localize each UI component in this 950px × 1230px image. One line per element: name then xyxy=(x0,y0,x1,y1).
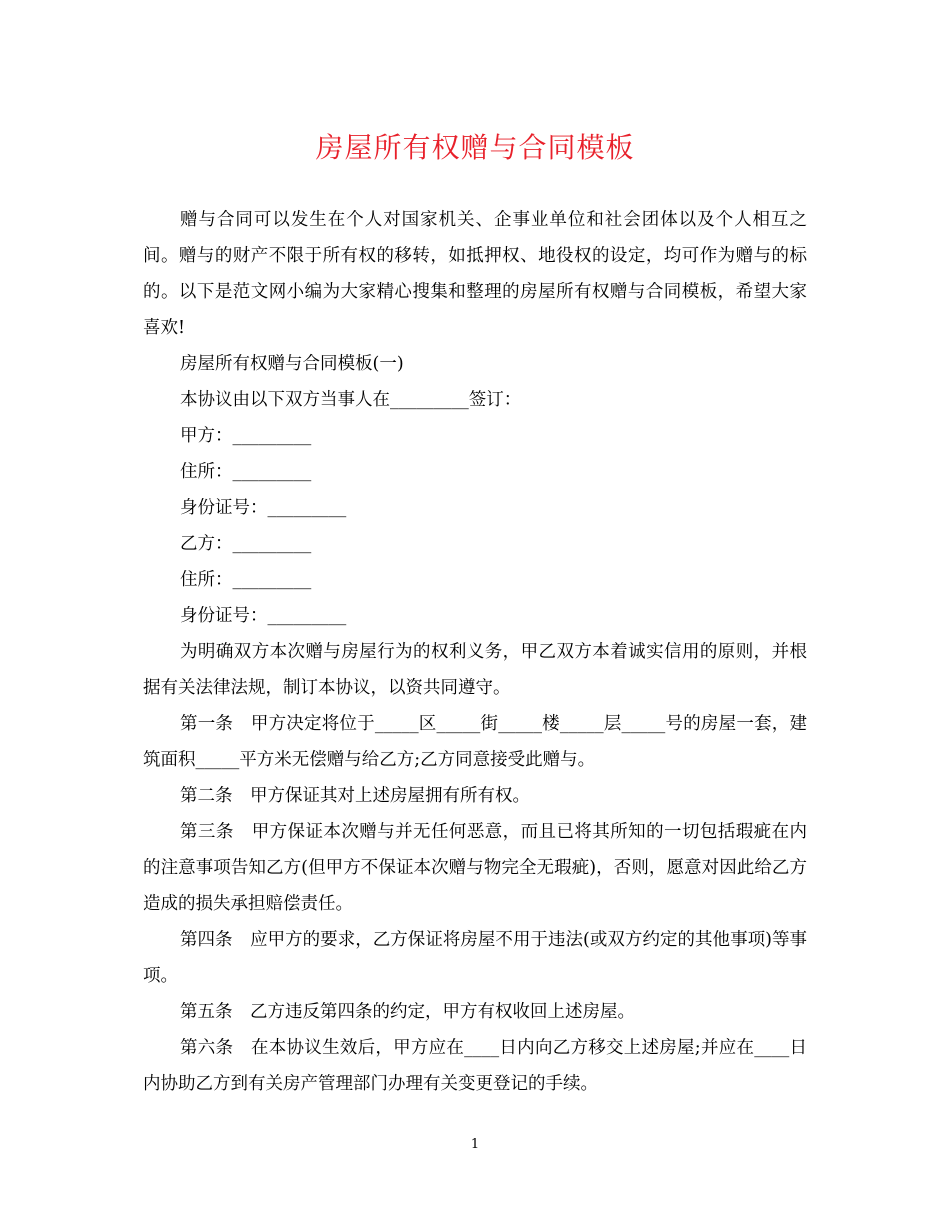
article-6: 第六条 在本协议生效后，甲方应在____日内向乙方移交上述房屋;并应在____日内协助乙方到有关房产管理部门办理有关变更登记的手续。 xyxy=(143,1038,807,1094)
paragraph-intro: 赠与合同可以发生在个人对国家机关、企事业单位和社会团体以及个人相互之间。赠与的财产不限于所有权的移转，如抵押权、地役权的设定，均可作为赠与的标的。以下是范文网小编为大家精心搜集和整理的房屋所有权赠与合同模板，希望大家喜欢! xyxy=(143,210,807,338)
article-2: 第二条 甲方保证其对上述房屋拥有所有权。 xyxy=(180,786,530,806)
field-party-b-address: 住所：_________ xyxy=(180,570,312,590)
field-party-b-id: 身份证号：_________ xyxy=(180,606,347,626)
article-5: 第五条 乙方违反第四条的约定，甲方有权收回上述房屋。 xyxy=(180,1002,635,1022)
article-4: 第四条 应甲方的要求，乙方保证将房屋不用于违法(或双方约定的其他事项)等事项。 xyxy=(143,930,807,986)
field-party-a-id: 身份证号：_________ xyxy=(180,498,347,518)
paragraph-parties-intro: 本协议由以下双方当事人在_________签订： xyxy=(180,390,522,410)
article-1: 第一条 甲方决定将位于_____区_____街_____楼_____层_____号的房屋一套，建筑面积_____平方米无偿赠与给乙方;乙方同意接受此赠与。 xyxy=(143,714,807,770)
field-party-a-address: 住所：_________ xyxy=(180,462,312,482)
document-body xyxy=(143,202,807,1102)
field-party-b: 乙方：_________ xyxy=(180,534,312,554)
paragraph-purpose: 为明确双方本次赠与房屋行为的权利义务，甲乙双方本着诚实信用的原则，并根据有关法律法规，制订本协议，以资共同遵守。 xyxy=(143,642,807,698)
paragraph-subtitle: 房屋所有权赠与合同模板(一) xyxy=(180,354,404,374)
document-title: 房屋所有权赠与合同模板 xyxy=(315,131,635,164)
page-number: 1 xyxy=(470,1137,480,1152)
field-party-a: 甲方：_________ xyxy=(180,426,312,446)
article-3: 第三条 甲方保证本次赠与并无任何恶意，而且已将其所知的一切包括瑕疵在内的注意事项告知乙方(但甲方不保证本次赠与物完全无瑕疵)，否则，愿意对因此给乙方造成的损失承担赔偿责任。 xyxy=(143,822,807,914)
